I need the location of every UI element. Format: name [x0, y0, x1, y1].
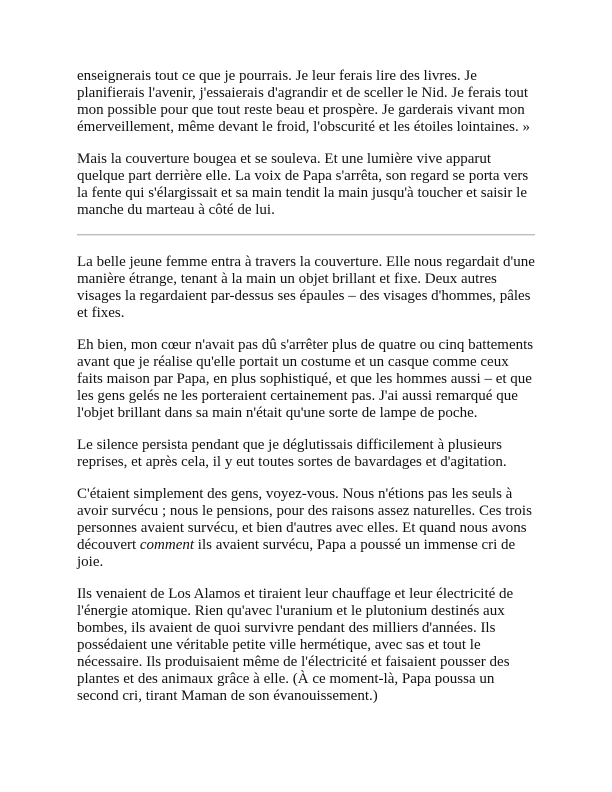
paragraph: Ils venaient de Los Alamos et tiraient leur chauffage et leur électricité de l'énergie atomique. Rien qu'avec l'uranium et le plutonium destinés aux bombes, ils avaient de quoi survivre pendant des milliers d'années. Ils possédaient une véritable petite ville hermétique, avec sas et tout le nécessaire. Ils produisaient même de l'électricité et faisaient pousser des plantes et des animaux grâce à elle. (À ce moment-là, Papa poussa un second cri, tirant Maman de son évanouissement.): [77, 586, 514, 704]
paragraph: [77, 486, 535, 571]
section-divider: [77, 234, 535, 236]
emphasized-word: comment: [139, 537, 195, 553]
paragraph: enseignerais tout ce que je pourrais. Je leur ferais lire des livres. Je planifierais l'avenir, j'essaierais d'agrandir et de sceller le Nid. Je ferais tout mon possible pour que tout reste beau et prospère. Je garderais vivant mon émerveillement, même devant le froid, l'obscurité et les étoiles lointaines. »: [77, 68, 530, 135]
document-page: [77, 68, 535, 720]
paragraph: La belle jeune femme entra à travers la couverture. Elle nous regardait d'une manière étrange, tenant à la main un objet brillant et fixe. Deux autres visages la regardaient par-dessus ses épaules – des visages d'hommes, pâles et fixes.: [77, 254, 535, 321]
paragraph: Mais la couverture bougea et se souleva. Et une lumière vive apparut quelque part derrière elle. La voix de Papa s'arrêta, son regard se porta vers la fente qui s'élargissait et sa main tendit la main jusqu'à toucher et saisir le manche du marteau à côté de lui.: [77, 151, 529, 218]
paragraph: Eh bien, mon cœur n'avait pas dû s'arrêter plus de quatre ou cinq battements avant que je réalise qu'elle portait un costume et un casque comme ceux faits maison par Papa, en plus sophistiqué, et que les hommes aussi – et que les gens gelés ne les porteraient certainement pas. J'ai aussi remarqué que l'objet brillant dans sa main n'était qu'une sorte de lampe de poche.: [77, 337, 534, 421]
paragraph-text: C'étaient simplement des gens, voyez-vous. Nous n'étions pas les seuls à avoir survécu ; nous le pensions, pour des raisons assez naturelles. Ces trois personnes avaient survécu, et bien d'autres avec elles. Et quand nous avons découvert: [77, 486, 532, 553]
paragraph: Le silence persista pendant que je déglutissais difficilement à plusieurs reprises, et après cela, il y eut toutes sortes de bavardages et d'agitation.: [77, 437, 507, 470]
paragraph-text: ils avaient survécu, Papa a poussé un immense cri de joie.: [77, 537, 516, 570]
